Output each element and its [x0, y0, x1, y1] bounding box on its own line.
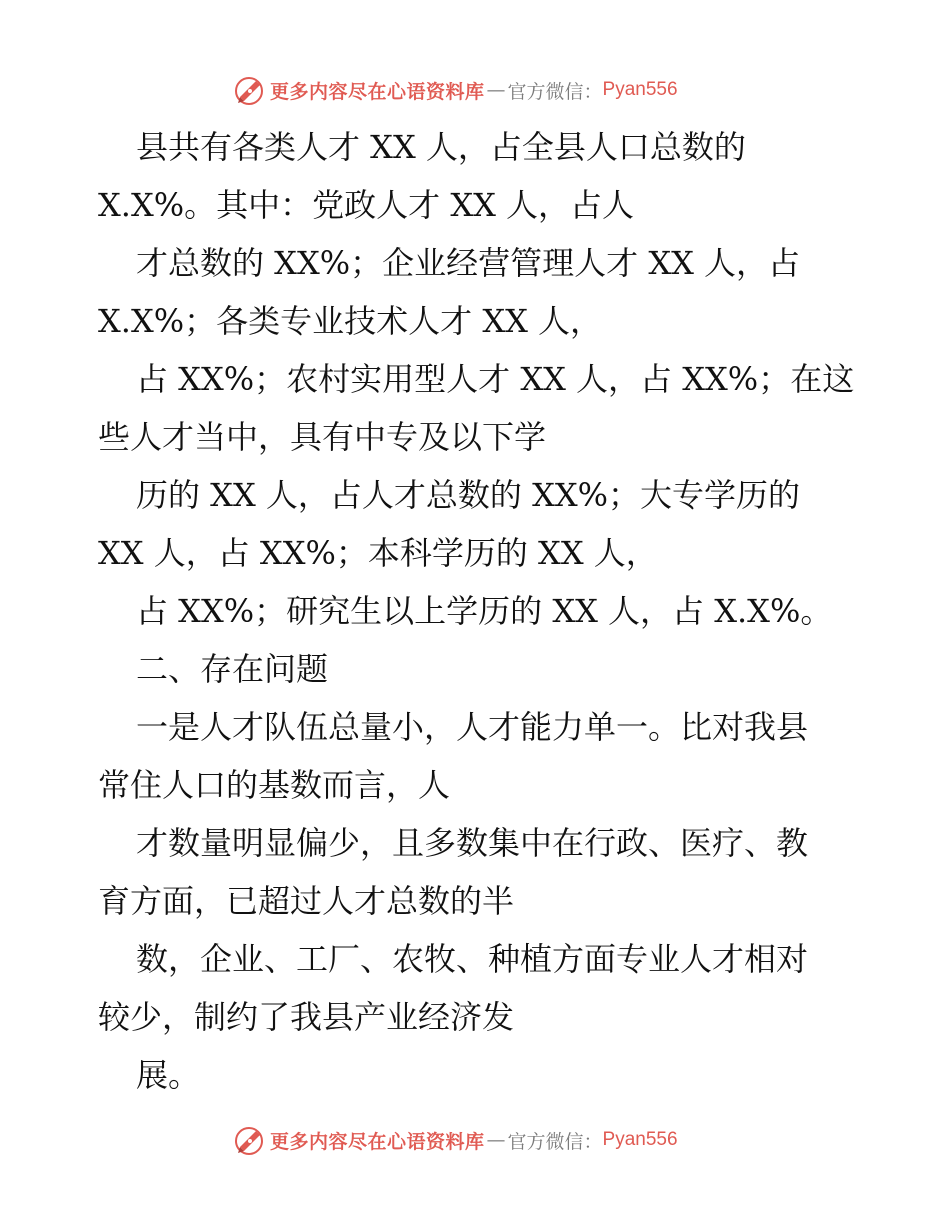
text-line: 一是人才队伍总量小，人才能力单一。比对我县 [136, 708, 809, 746]
text-line: 较少，制约了我县产业经济发 [98, 998, 515, 1036]
text-line: 县共有各类人才 XX 人，占全县人口总数的 [136, 128, 746, 166]
banner-wechat-id: Pyan556 [602, 79, 678, 100]
text-line: 常住人口的基数而言，人 [98, 766, 451, 804]
section-heading: 二、存在问题 [136, 650, 329, 688]
pen-logo-icon [232, 1123, 266, 1157]
text-line: 占 XX%；研究生以上学历的 XX 人，占 X.X%。 [136, 592, 833, 630]
text-line: X.X%；各类专业技术人才 XX 人， [98, 302, 603, 340]
text-line: X.X%。其中：党政人才 XX 人，占人 [98, 186, 635, 224]
text-line: 育方面，已超过人才总数的半 [98, 882, 515, 920]
text-line: 展。 [136, 1056, 201, 1094]
header-banner [232, 72, 712, 108]
text-line: XX 人，占 XX%；本科学历的 XX 人， [98, 534, 658, 572]
text-line: 才数量明显偏少，且多数集中在行政、医疗、教 [136, 824, 809, 862]
text-line: 历的 XX 人，占人才总数的 XX%；大专学历的 [136, 476, 801, 514]
pen-logo-icon [232, 73, 266, 107]
text-line: 些人才当中，具有中专及以下学 [98, 418, 547, 456]
text-line: 占 XX%；农村实用型人才 XX 人，占 XX%；在这 [136, 360, 855, 398]
footer-banner [232, 1122, 712, 1158]
banner-brand-text: 更多内容尽在心语资料库 [270, 1130, 485, 1153]
banner-wechat-label: 官方微信： [507, 80, 603, 103]
body-text [98, 118, 868, 1104]
banner-wechat-label: 官方微信： [507, 1130, 603, 1153]
banner-brand-text: 更多内容尽在心语资料库 [270, 80, 485, 103]
banner-dash: — [486, 1129, 506, 1151]
text-line: 数，企业、工厂、农牧、种植方面专业人才相对 [136, 940, 809, 978]
banner-dash: — [486, 79, 506, 101]
text-line: 才总数的 XX%；企业经营管理人才 XX 人，占 [136, 244, 801, 282]
banner-wechat-id: Pyan556 [602, 1129, 678, 1150]
